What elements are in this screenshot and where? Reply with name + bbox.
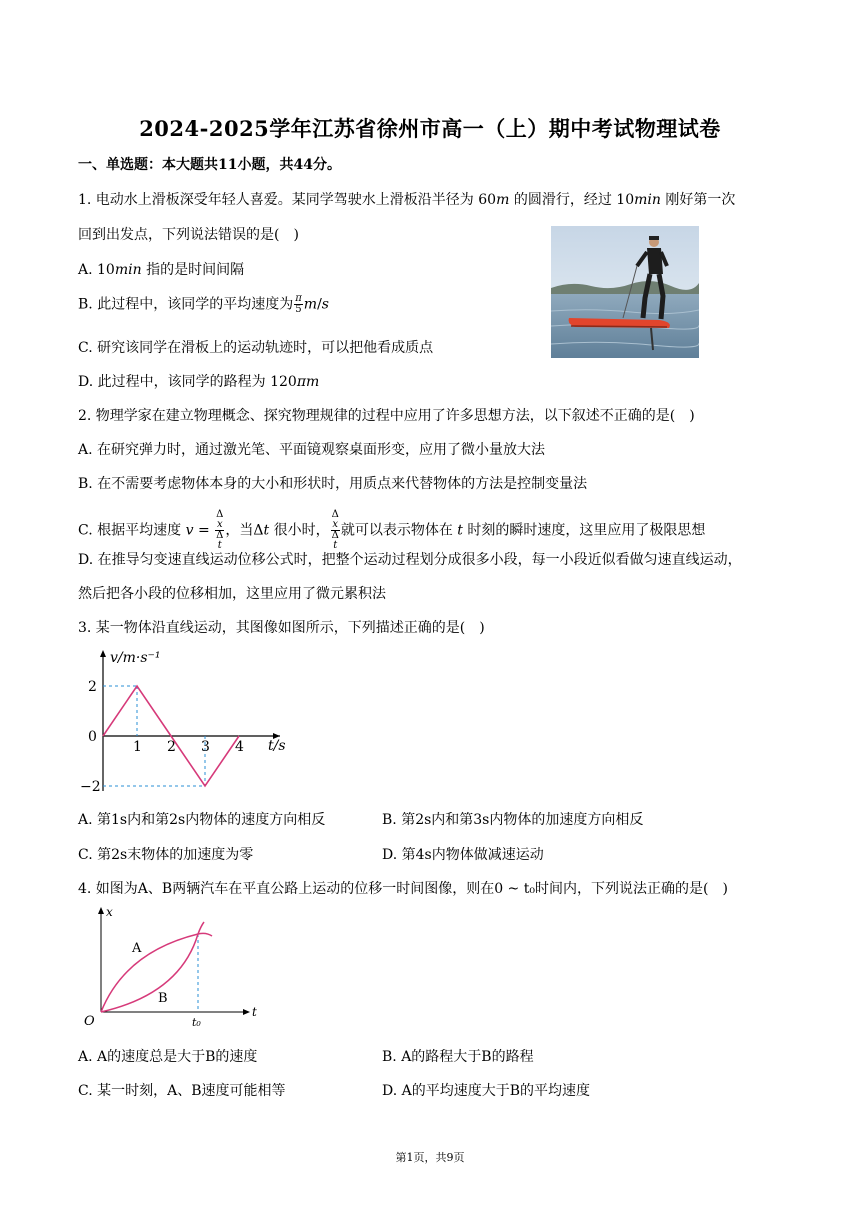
- y-axis-label: v/m·s⁻¹: [110, 650, 161, 666]
- y-tick-label: 0: [88, 729, 97, 745]
- q2-option-d-cont: 然后把各小段的位移相加，这里应用了微元累积法: [78, 586, 386, 602]
- x-tick-label: 4: [235, 739, 244, 755]
- q3-option-a: A. 第1s内和第2s内物体的速度方向相反: [78, 812, 326, 828]
- origin-label: O: [84, 1014, 95, 1029]
- dx-dt-fraction-2: Δ x Δ t: [331, 509, 339, 551]
- q1-option-d: D. 此过程中，该同学的路程为 120πm: [78, 374, 320, 390]
- radius-value: 60m: [478, 192, 510, 208]
- curve-a: [101, 933, 212, 1012]
- curve-b: [101, 922, 204, 1012]
- page-footer: 第1页，共9页: [395, 1151, 465, 1164]
- q3-option-d: D. 第4s内物体做减速运动: [382, 847, 544, 863]
- series-a-label: A: [132, 941, 142, 956]
- y-axis-arrow: [98, 907, 104, 914]
- x-tick-label: 3: [201, 739, 210, 755]
- dx-dt-fraction: Δ x Δ t: [216, 509, 224, 551]
- q4-option-c: C. 某一时刻，A、B速度可能相等: [78, 1083, 286, 1099]
- y-tick-label: −2: [80, 779, 101, 795]
- question-3-stem: 3. 某一物体沿直线运动，其图像如图所示，下列描述正确的是( ): [78, 620, 485, 636]
- t0-label: t₀: [192, 1016, 201, 1029]
- series-b-label: B: [158, 991, 168, 1006]
- section-heading: 一、单选题：本大题共11小题，共44分。: [78, 157, 341, 173]
- q4-option-b: B. A的路程大于B的路程: [382, 1049, 534, 1065]
- y-axis-label: x: [106, 905, 113, 919]
- x-axis-arrow: [243, 1009, 250, 1015]
- q2-option-a: A. 在研究弹力时，通过激光笔、平面镜观察桌面形变，应用了微小量放大法: [78, 442, 546, 458]
- x-tick-label: 2: [167, 739, 176, 755]
- page-title: 2024-2025学年江苏省徐州市高一（上）期中考试物理试卷: [139, 116, 721, 141]
- q2-option-b: B. 在不需要考虑物体本身的大小和形状时，用质点来代替物体的方法是控制变量法: [78, 476, 588, 492]
- q2-option-c: C. 根据平均速度 v = Δ x Δ t ，当Δt 很小时， Δ x Δ t 就可以表示物体在 t 时刻的瞬时速度，这里应用了极限思想: [78, 509, 706, 551]
- question-1-stem: 1. 电动水上滑板深受年轻人喜爱。某同学驾驶水上滑板沿半径为 60m 的圆滑行，经过 10min 刚好第一次: [78, 192, 736, 208]
- q4-option-a: A. A的速度总是大于B的速度: [78, 1049, 258, 1065]
- question-2-stem: 2. 物理学家在建立物理概念、探究物理规律的过程中应用了许多思想方法，以下叙述不正确的是( ): [78, 408, 695, 424]
- q3-option-c: C. 第2s末物体的加速度为零: [78, 847, 254, 863]
- q2-option-d: D. 在推导匀变速直线运动位移公式时，把整个运动过程划分成很多小段，每一小段近似看做匀速直线运动，: [78, 552, 742, 568]
- q4-option-d: D. A的平均速度大于B的平均速度: [382, 1083, 591, 1099]
- pi-over-5-fraction: $\frac{\pi}{5}$: [295, 293, 302, 315]
- time-value: 10min: [616, 192, 661, 208]
- question-1-stem-cont: 回到出发点，下列说法错误的是( ): [78, 227, 299, 243]
- y-axis-arrow: [100, 650, 106, 657]
- x-tick-label: 1: [133, 739, 142, 755]
- water-skateboard-photo: [551, 226, 699, 358]
- q1-option-c: C. 研究该同学在滑板上的运动轨迹时，可以把他看成质点: [78, 340, 434, 356]
- question-4-stem: 4. 如图为A、B两辆汽车在平直公路上运动的位移一时间图像，则在0 ~ t₀时间内，下列说法正确的是( ): [78, 881, 728, 897]
- q3-option-b: B. 第2s内和第3s内物体的加速度方向相反: [382, 812, 644, 828]
- x-axis-label: t: [252, 1005, 257, 1019]
- q1-option-b: B. 此过程中，该同学的平均速度为 $\frac{\pi}{5}$ m/s: [78, 293, 329, 315]
- xt-graph: [80, 902, 270, 1036]
- x-axis-label: t/s: [268, 738, 286, 754]
- y-tick-label: 2: [88, 679, 97, 695]
- vt-graph: [80, 646, 300, 800]
- q1-option-a: A. 10min 指的是时间间隔: [78, 262, 245, 278]
